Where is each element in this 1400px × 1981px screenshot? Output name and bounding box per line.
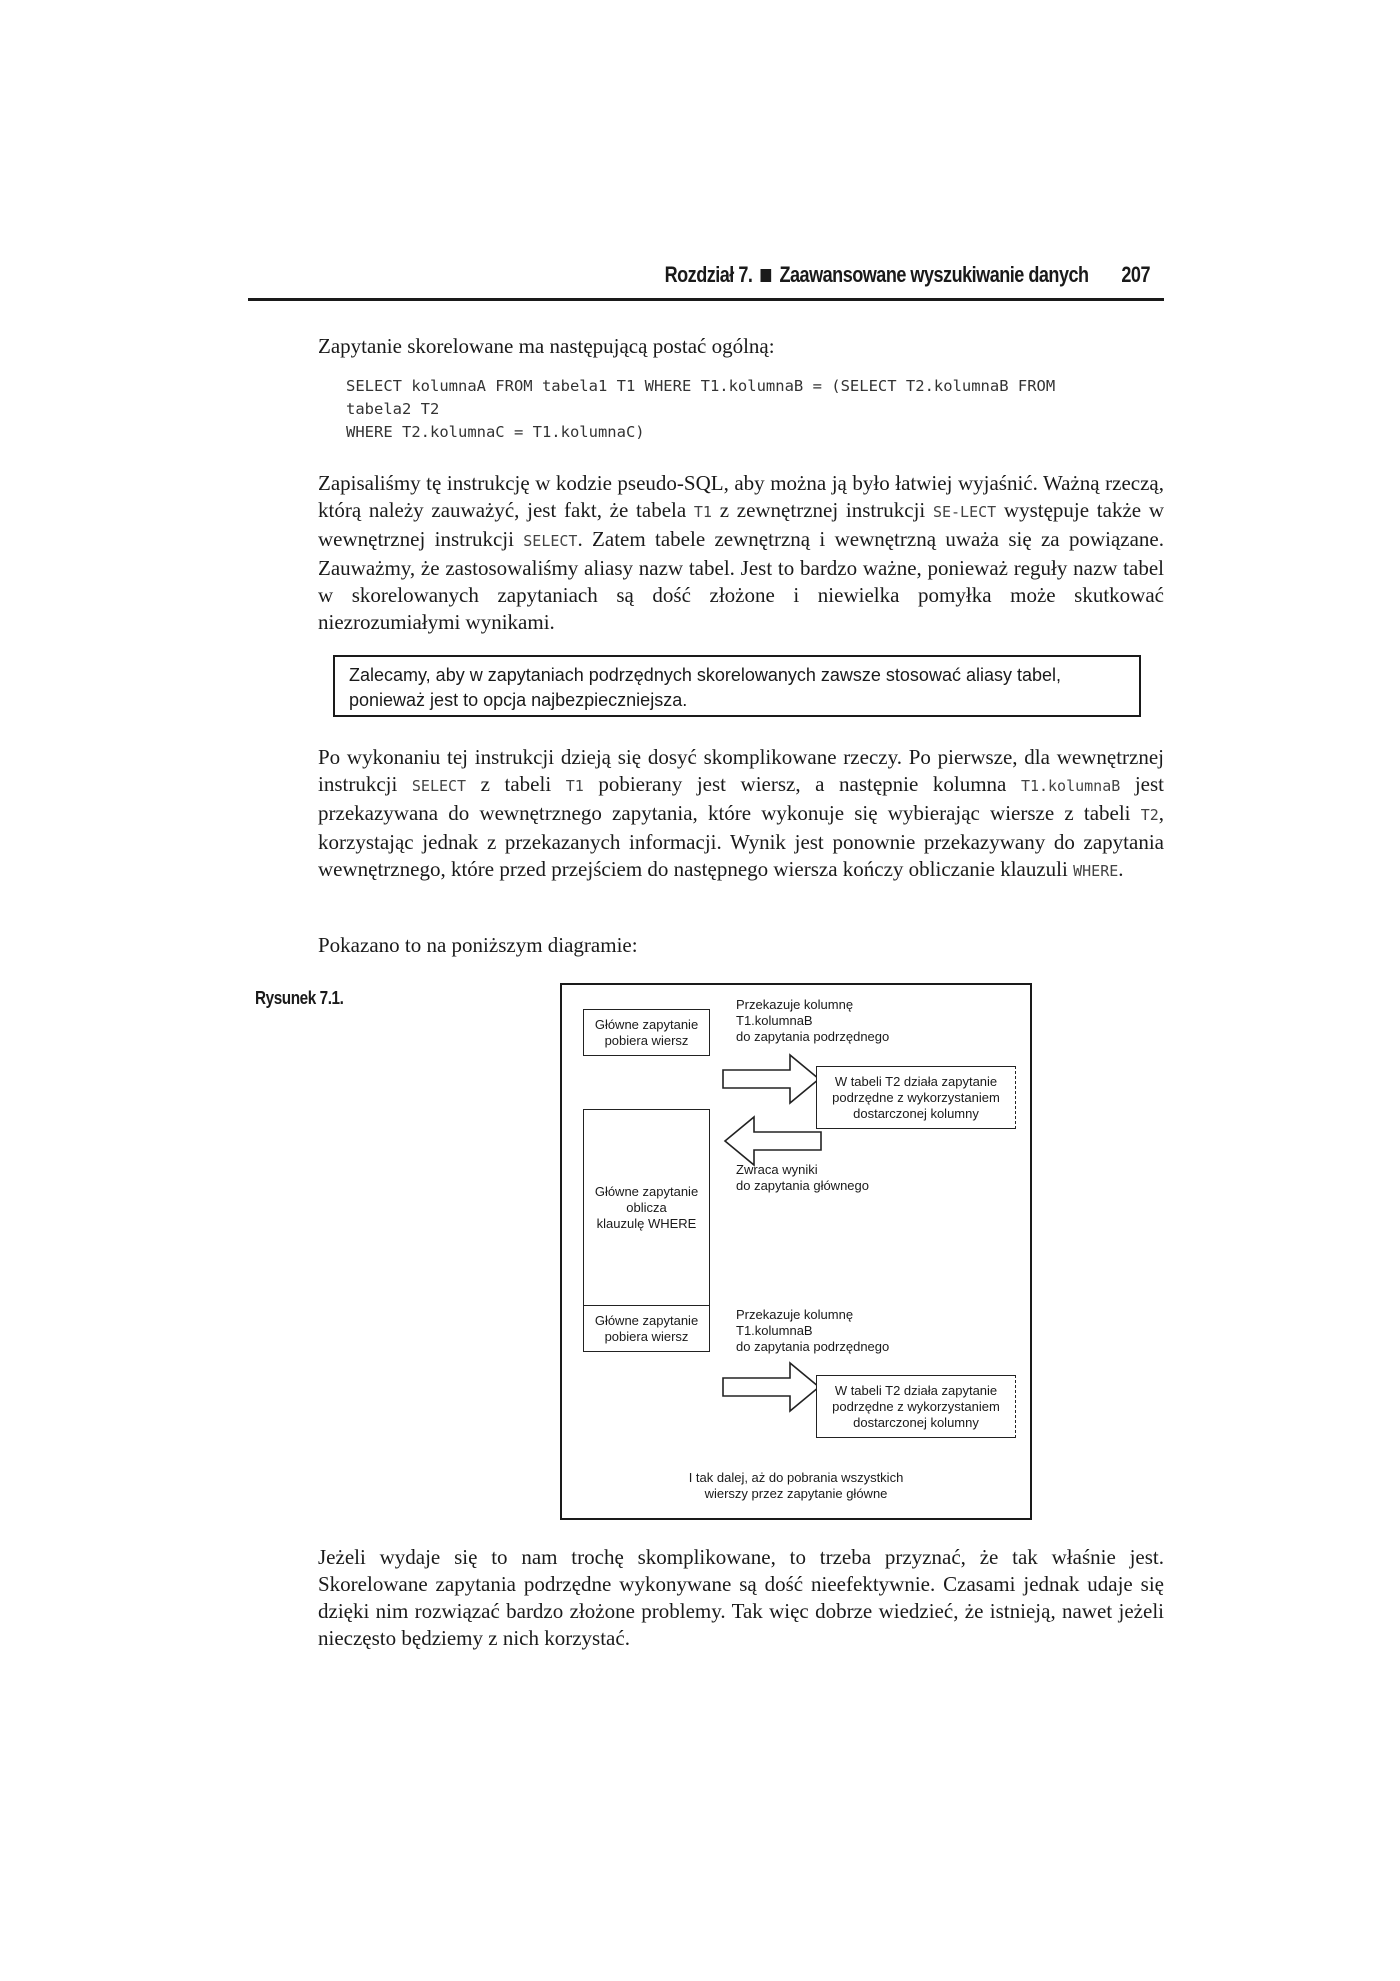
text-run: występuje także w wewnętrznej instrukcji — [318, 498, 1164, 551]
text-run: Po wykonaniu tej instrukcji dzieją się dosyć skomplikowane rzeczy. Po pierwsze, dla wewnętrznej instrukcji — [318, 745, 1164, 796]
square-bullet-icon — [761, 269, 772, 282]
text-run: . — [1118, 857, 1124, 881]
diagram-footer: I tak dalej, aż do pobrania wszystkich wierszy przez zapytanie główne — [688, 1470, 904, 1501]
diagram-intro: Pokazano to na poniższym diagramie: — [318, 933, 638, 957]
inline-code: T1 — [693, 503, 712, 521]
box-main-evaluate-where: Główne zapytanie oblicza klauzulę WHERE — [583, 1109, 710, 1306]
inline-code: T1.kolumnaB — [1020, 777, 1121, 795]
running-head — [410, 262, 1150, 298]
intro-paragraph: Zapytanie skorelowane ma następującą postać ogólną: — [318, 334, 775, 358]
text-run: . Zatem tabele zewnętrzną i wewnętrzną uważa się za powiązane. Zauważmy, że zastosowaliśmy aliasy nazw tabel. Jest to bardzo ważne, ponieważ reguły nazw tabel w skorelowanych zapytaniach są dość złożone i niewielka pomyłka może skutkować niezrozumiałymi wynikami. — [318, 527, 1164, 634]
flow-diagram — [560, 983, 1032, 1520]
text-run: z tabeli — [466, 772, 566, 796]
paragraph-explanation — [318, 470, 1164, 636]
text-run: jest przekazywana do wewnętrznego zapytania, które wykonuje się wybierając wiersze z tabeli — [318, 772, 1164, 825]
code-block — [346, 375, 1146, 444]
inline-code: WHERE — [1073, 862, 1119, 880]
note-return-results: Zwraca wyniki do zapytania głównego — [736, 1162, 869, 1193]
chapter-number: Rozdział 7. — [664, 262, 753, 287]
box-subquery-runs-2: W tabeli T2 działa zapytanie podrzędne z wykorzystaniem dostarczonej kolumny — [816, 1375, 1016, 1438]
inline-code: SELECT — [523, 532, 578, 550]
box-subquery-runs: W tabeli T2 działa zapytanie podrzędne z wykorzystaniem dostarczonej kolumny — [816, 1066, 1016, 1129]
note-pass-column-2: Przekazuje kolumnę T1.kolumnaB do zapytania podrzędnego — [736, 1307, 890, 1354]
text-run: Zapisaliśmy tę instrukcję w kodzie pseudo-SQL, aby można ją było łatwiej wyjaśnić. Ważną rzeczą, którą należy zauważyć, jest fakt, że tabela — [318, 471, 1164, 522]
text-run: z zewnętrznej instrukcji — [711, 498, 933, 522]
page-number: 207 — [1121, 262, 1150, 287]
text-run: pobierany jest wiersz, a następnie kolumna — [583, 772, 1021, 796]
inline-code: SELECT — [411, 777, 467, 795]
code-line: SELECT kolumnaA FROM tabela1 T1 WHERE T1.kolumnaB = (SELECT T2.kolumnaB FROM — [346, 377, 1056, 395]
code-line: WHERE T2.kolumnaC = T1.kolumnaC) — [346, 423, 645, 441]
chapter-title: Zaawansowane wyszukiwanie danych — [779, 262, 1089, 287]
box-main-fetch-row-2: Główne zapytanie pobiera wiersz — [583, 1305, 710, 1352]
box-main-fetch-row: Główne zapytanie pobiera wiersz — [583, 1009, 710, 1056]
arrow-right-icon — [722, 1053, 822, 1105]
header-rule — [248, 298, 1164, 301]
paragraph-conclusion: Jeżeli wydaje się to nam trochę skomplikowane, to trzeba przyznać, że tak właśnie jest. Skorelowane zapytania podrzędne wykonywane są dość nieefektywnie. Czasami jednak udaje się dzięki nim rozwiązać bardzo złożone problemy. Tak więc dobrze wiedzieć, że istnieją, nawet jeżeli nieczęsto będziemy z nich korzystać. — [318, 1545, 1164, 1650]
code-line: tabela2 T2 — [346, 400, 440, 418]
paragraph-execution — [318, 744, 1164, 885]
text-run: , korzystając jednak z przekazanych informacji. Wynik jest ponownie przekazywany do zapytania wewnętrznego, które przed przejściem do następnego wiersza kończy obliczanie klauzuli — [318, 801, 1164, 881]
arrow-right-icon — [722, 1361, 822, 1413]
note-pass-column: Przekazuje kolumnę T1.kolumnaB do zapytania podrzędnego — [736, 997, 890, 1044]
inline-code: T2 — [1140, 806, 1159, 824]
figure-label: Rysunek 7.1. — [255, 988, 344, 1008]
inline-code: SE-LECT — [932, 503, 997, 521]
arrow-left-icon — [722, 1115, 822, 1167]
inline-code: T1 — [565, 777, 584, 795]
tip-box: Zalecamy, aby w zapytaniach podrzędnych skorelowanych zawsze stosować aliasy tabel, ponieważ jest to opcja najbezpieczniejsza. — [333, 655, 1141, 717]
